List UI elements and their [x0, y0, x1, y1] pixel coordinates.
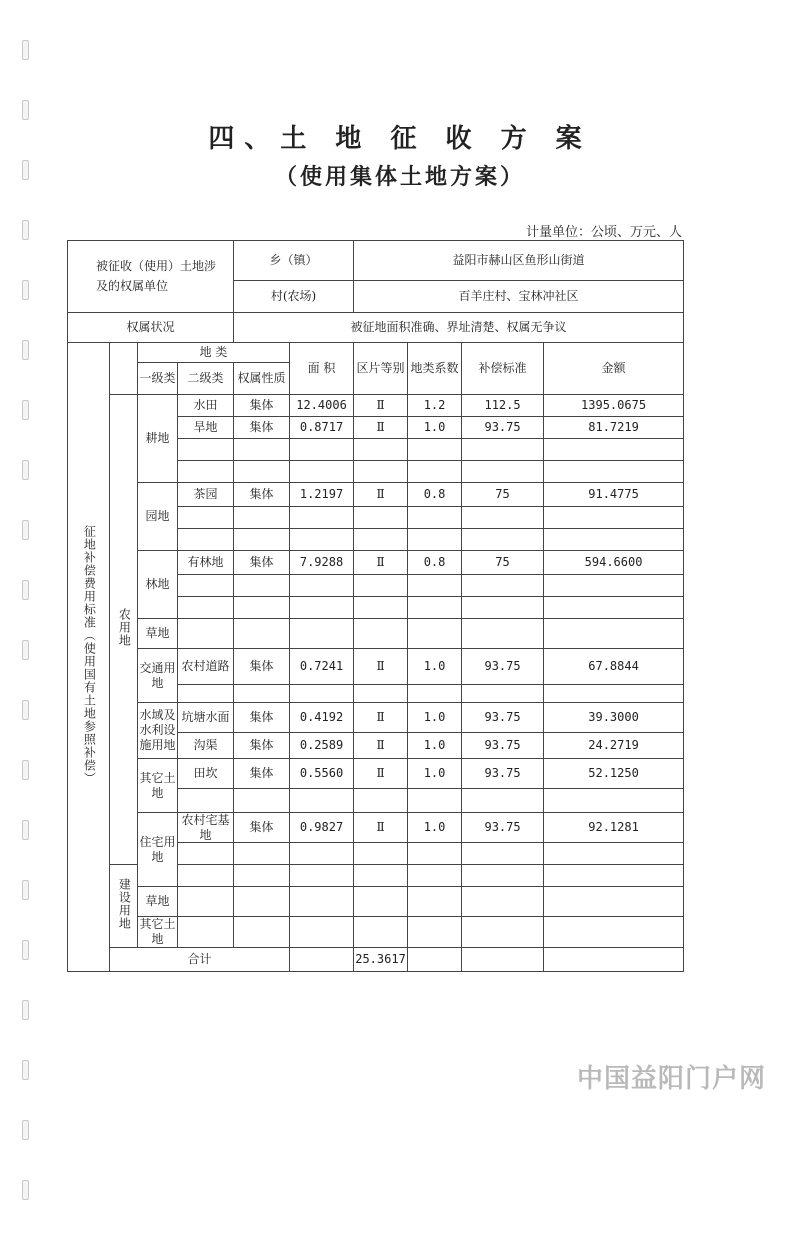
total-blank: [544, 948, 684, 972]
area-value: [290, 461, 354, 483]
amount-value: [544, 887, 684, 917]
ownership-nature: 集体: [234, 733, 290, 759]
level2-category: [178, 843, 234, 865]
area-value: 0.2589: [290, 733, 354, 759]
amount-value: [544, 917, 684, 948]
compensation-standard-label: [68, 343, 110, 972]
area-value: 0.9827: [290, 813, 354, 843]
amount-value: 594.6600: [544, 551, 684, 575]
land-expropriation-table: [67, 240, 684, 972]
group-label: [110, 395, 138, 865]
compensation-standard: 93.75: [462, 759, 544, 789]
compensation-standard: 93.75: [462, 703, 544, 733]
level2-category: 水田: [178, 395, 234, 417]
level2-category: [178, 887, 234, 917]
amount-value: [544, 789, 684, 813]
ownership-nature: [234, 507, 290, 529]
site-watermark: 中国益阳门户网: [576, 1064, 766, 1094]
ownership-nature: 集体: [234, 395, 290, 417]
header-area: 面 积: [290, 343, 354, 395]
compensation-standard: 75: [462, 551, 544, 575]
area-value: [290, 917, 354, 948]
ownership-nature: 集体: [234, 759, 290, 789]
level2-category: 有林地: [178, 551, 234, 575]
amount-value: [544, 461, 684, 483]
zone-grade: [354, 529, 408, 551]
amount-value: [544, 439, 684, 461]
level1-category: 草地: [138, 887, 178, 917]
type-coefficient: [408, 685, 462, 703]
header-coefficient: 地类系数: [408, 343, 462, 395]
amount-value: [544, 843, 684, 865]
level2-category: [178, 685, 234, 703]
type-coefficient: 1.0: [408, 649, 462, 685]
ownership-nature: [234, 619, 290, 649]
area-value: 0.7241: [290, 649, 354, 685]
zone-grade: Ⅱ: [354, 395, 408, 417]
compensation-standard: [462, 685, 544, 703]
compensation-standard: 112.5: [462, 395, 544, 417]
area-value: [290, 865, 354, 887]
header-amount: 金额: [544, 343, 684, 395]
area-value: [290, 789, 354, 813]
type-coefficient: [408, 439, 462, 461]
type-coefficient: [408, 507, 462, 529]
type-coefficient: [408, 461, 462, 483]
zone-grade: Ⅱ: [354, 551, 408, 575]
compensation-standard: 93.75: [462, 733, 544, 759]
zone-grade: [354, 619, 408, 649]
level2-category: [178, 439, 234, 461]
amount-value: 24.2719: [544, 733, 684, 759]
ownership-nature: 集体: [234, 483, 290, 507]
ownership-nature: [234, 865, 290, 887]
zone-grade: Ⅱ: [354, 813, 408, 843]
ownership-nature: 集体: [234, 703, 290, 733]
amount-value: [544, 597, 684, 619]
compensation-standard: 93.75: [462, 417, 544, 439]
level1-category: 耕地: [138, 395, 178, 483]
village-value: 百羊庄村、宝林冲社区: [354, 281, 684, 313]
type-coefficient: 1.0: [408, 703, 462, 733]
zone-grade: Ⅱ: [354, 759, 408, 789]
ownership-nature: [234, 575, 290, 597]
area-value: [290, 529, 354, 551]
compensation-standard: 75: [462, 483, 544, 507]
compensation-standard: [462, 789, 544, 813]
level2-category: 农村道路: [178, 649, 234, 685]
area-value: 0.5560: [290, 759, 354, 789]
type-coefficient: [408, 917, 462, 948]
total-blank: [408, 948, 462, 972]
amount-value: 1395.0675: [544, 395, 684, 417]
header-standard: 补偿标准: [462, 343, 544, 395]
ownership-nature: [234, 917, 290, 948]
amount-value: 52.1250: [544, 759, 684, 789]
level2-category: [178, 597, 234, 619]
zone-grade: [354, 575, 408, 597]
ownership-nature: 集体: [234, 551, 290, 575]
ownership-nature: [234, 843, 290, 865]
area-value: [290, 507, 354, 529]
binder-holes: [18, 40, 32, 1240]
area-value: 7.9288: [290, 551, 354, 575]
header-ownership: 权属性质: [234, 363, 290, 395]
area-value: [290, 619, 354, 649]
ownership-nature: [234, 439, 290, 461]
type-coefficient: 1.0: [408, 417, 462, 439]
group-label: [110, 865, 138, 948]
ownership-status-label: 权属状况: [68, 313, 234, 343]
header-land-type: 地 类: [138, 343, 290, 363]
compensation-standard: 93.75: [462, 649, 544, 685]
zone-grade: [354, 439, 408, 461]
level2-category: [178, 619, 234, 649]
ownership-nature: [234, 597, 290, 619]
level2-category: 坑塘水面: [178, 703, 234, 733]
amount-value: [544, 529, 684, 551]
ownership-status-value: 被征地面积准确、界址清楚、权属无争议: [234, 313, 684, 343]
amount-value: 81.7219: [544, 417, 684, 439]
level1-category: 水域及水利设施用地: [138, 703, 178, 759]
ownership-nature: [234, 685, 290, 703]
zone-grade: [354, 685, 408, 703]
type-coefficient: [408, 597, 462, 619]
compensation-standard: [462, 597, 544, 619]
group-label-text: 建设用地: [117, 878, 132, 931]
zone-grade: [354, 917, 408, 948]
amount-value: [544, 619, 684, 649]
unit-note: 计量单位：公顷、万元、人: [525, 225, 682, 240]
ownership-nature: [234, 529, 290, 551]
compensation-standard: [462, 917, 544, 948]
level1-category: 住宅用地: [138, 813, 178, 887]
compensation-standard: [462, 619, 544, 649]
amount-value: 67.8844: [544, 649, 684, 685]
type-coefficient: [408, 887, 462, 917]
ownership-nature: 集体: [234, 649, 290, 685]
header-level2: 二级类: [178, 363, 234, 395]
zone-grade: Ⅱ: [354, 417, 408, 439]
area-value: [290, 597, 354, 619]
compensation-standard: [462, 575, 544, 597]
area-value: [290, 685, 354, 703]
compensation-standard-label-text: 征地补偿费用标准（使用国有土地参照补偿）: [82, 525, 97, 786]
header-level1: 一级类: [138, 363, 178, 395]
ownership-nature: 集体: [234, 813, 290, 843]
area-value: [290, 439, 354, 461]
compensation-standard: [462, 461, 544, 483]
zone-grade: Ⅱ: [354, 733, 408, 759]
amount-value: 92.1281: [544, 813, 684, 843]
area-value: 1.2197: [290, 483, 354, 507]
compensation-standard: [462, 529, 544, 551]
amount-value: [544, 865, 684, 887]
township-label: 乡（镇）: [234, 241, 354, 281]
level2-category: 茶园: [178, 483, 234, 507]
group-label-text: 农用地: [117, 608, 132, 648]
affected-units-label: 被征收（使用）土地涉及的权属单位: [68, 241, 234, 313]
level2-category: 田坎: [178, 759, 234, 789]
level2-category: [178, 575, 234, 597]
level2-category: [178, 917, 234, 948]
type-coefficient: [408, 529, 462, 551]
type-coefficient: 1.2: [408, 395, 462, 417]
level2-category: [178, 865, 234, 887]
area-value: 12.4006: [290, 395, 354, 417]
area-value: [290, 575, 354, 597]
zone-grade: Ⅱ: [354, 649, 408, 685]
type-coefficient: [408, 575, 462, 597]
zone-grade: [354, 843, 408, 865]
type-coefficient: [408, 843, 462, 865]
level2-category: [178, 529, 234, 551]
page-title: 四、土 地 征 收 方 案: [208, 124, 592, 154]
area-value: 0.4192: [290, 703, 354, 733]
zone-grade: [354, 461, 408, 483]
total-blank: [290, 948, 354, 972]
type-coefficient: [408, 789, 462, 813]
township-value: 益阳市赫山区鱼形山街道: [354, 241, 684, 281]
total-area: 25.3617: [354, 948, 408, 972]
ownership-nature: [234, 461, 290, 483]
level1-category: 其它土地: [139, 917, 176, 946]
header-zone: 区片等别: [354, 343, 408, 395]
type-coefficient: 1.0: [408, 813, 462, 843]
area-value: [290, 887, 354, 917]
zone-grade: [354, 887, 408, 917]
amount-value: 91.4775: [544, 483, 684, 507]
ownership-nature: [234, 887, 290, 917]
compensation-standard: 93.75: [462, 813, 544, 843]
zone-grade: Ⅱ: [354, 703, 408, 733]
amount-value: [544, 685, 684, 703]
level2-category: [178, 461, 234, 483]
area-value: 0.8717: [290, 417, 354, 439]
village-label: 村(农场): [234, 281, 354, 313]
area-value: [290, 843, 354, 865]
compensation-standard: [462, 507, 544, 529]
level1-category: 交通用地: [138, 649, 178, 703]
level1-category: 草地: [138, 619, 178, 649]
total-label: 合计: [110, 948, 290, 972]
zone-grade: [354, 789, 408, 813]
type-coefficient: 0.8: [408, 483, 462, 507]
header-blank: [110, 343, 138, 395]
type-coefficient: 0.8: [408, 551, 462, 575]
compensation-standard: [462, 887, 544, 917]
total-blank: [462, 948, 544, 972]
compensation-standard: [462, 865, 544, 887]
zone-grade: [354, 597, 408, 619]
level1-category: 林地: [138, 551, 178, 619]
ownership-nature: 集体: [234, 417, 290, 439]
type-coefficient: [408, 865, 462, 887]
level2-category: 旱地: [178, 417, 234, 439]
level2-category: 农村宅基地: [178, 813, 234, 843]
type-coefficient: 1.0: [408, 759, 462, 789]
compensation-standard: [462, 439, 544, 461]
type-coefficient: [408, 619, 462, 649]
amount-value: [544, 507, 684, 529]
level2-category: [178, 789, 234, 813]
page-subtitle: （使用集体土地方案）: [274, 165, 525, 190]
zone-grade: Ⅱ: [354, 483, 408, 507]
level1-category: 其它土地: [138, 759, 178, 813]
amount-value: 39.3000: [544, 703, 684, 733]
level1-category: 园地: [138, 483, 178, 551]
compensation-standard: [462, 843, 544, 865]
type-coefficient: 1.0: [408, 733, 462, 759]
zone-grade: [354, 865, 408, 887]
level2-category: 沟渠: [178, 733, 234, 759]
amount-value: [544, 575, 684, 597]
level2-category: [178, 507, 234, 529]
zone-grade: [354, 507, 408, 529]
ownership-nature: [234, 789, 290, 813]
